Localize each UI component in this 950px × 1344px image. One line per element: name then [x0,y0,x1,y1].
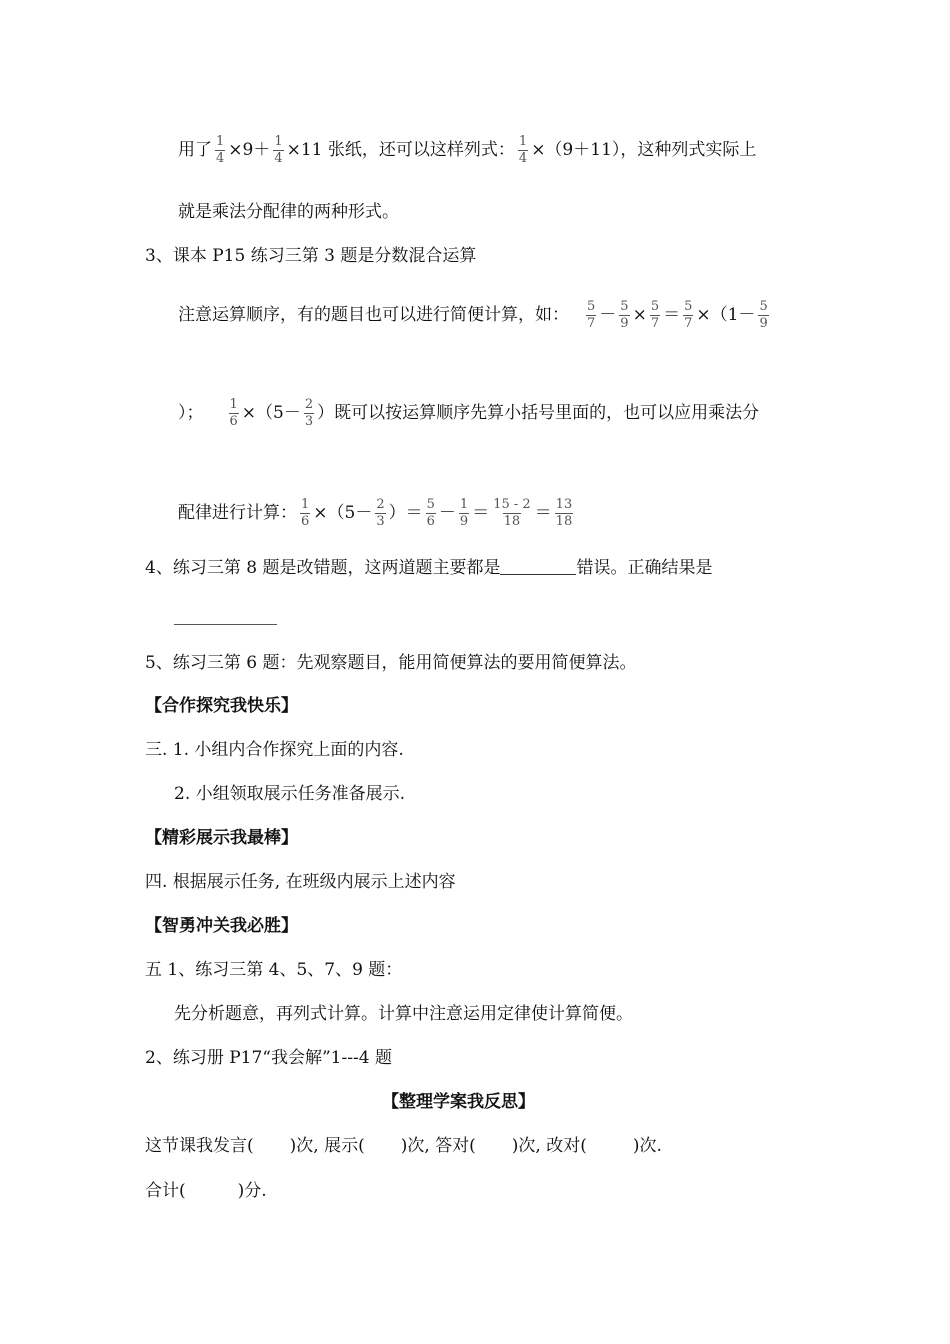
section-heading-cooperate: 【合作探究我快乐】 [145,696,298,716]
fraction: $\frac{1}{6}$ [301,497,310,529]
fraction: $\frac{5}{9}$ [620,299,629,331]
fraction: $\frac{2}{3}$ [376,497,385,529]
paragraph-distributive-note: 就是乘法分配律的两种形式。 [178,202,399,222]
fraction: $\frac{5}{6}$ [426,497,435,529]
fraction: $\frac{5}{7}$ [684,299,693,331]
item-5: 5、练习三第 6 题：先观察题目，能用简便算法的要用简便算法。 [145,653,637,673]
section-heading-challenge: 【智勇冲关我必胜】 [145,916,298,936]
total-score-line: 合计( )分. [145,1181,267,1201]
fraction: $\frac{2}{3}$ [304,397,314,429]
reflection-line: 这节课我发言( )次, 展示( )次, 答对( )次, 改对( )次. [145,1136,662,1156]
section-5-item-2: 2、练习册 P17“我会解”1---4 题 [145,1048,392,1068]
fraction: $\frac{5}{7}$ [650,299,660,331]
fraction: $\frac{1}{4}$ [216,134,225,166]
paragraph-example-2: ）； $\frac{1}{6}$ ×（5－ $\frac{2}{3}$ ）既可以按运算顺序先算小括号里面的，也可以应用乘法分 [178,397,760,429]
paragraph-calculation: 配律进行计算： $\frac{1}{6}$ ×（5－ $\frac{2}{3}$ ）＝ $\frac{5}{6}$ － $\frac{1}{9}$ ＝ $\frac{15 - 2}{18}$ ＝ $\frac{13}{18}$ [178,497,573,529]
paragraph-distributive-example [178,135,756,166]
item-3: 3、课本 P15 练习三第 3 题是分数混合运算 [145,246,477,266]
answer-blank[interactable] [500,558,576,575]
section-heading-show: 【精彩展示我最棒】 [145,828,298,848]
fraction: $\frac{15 - 2}{18}$ [493,497,531,529]
fraction: $\frac{1}{6}$ [229,397,238,429]
text: ×11 张纸，还可以这样列式： [286,140,515,160]
answer-blank[interactable] [174,624,277,625]
text: 用了 [178,140,212,160]
fraction: $\frac{5}{9}$ [759,299,768,331]
fraction: $\frac{1}{4}$ [518,134,528,166]
item-4: 4、练习三第 8 题是改错题，这两道题主要都是 错误。正确结果是 [145,558,713,578]
text: ×（9＋11），这种列式实际上 [531,140,757,160]
text: 注意运算顺序，有的题目也可以进行简便计算，如： [178,305,569,325]
section-3-item-1: 三. 1. 小组内合作探究上面的内容. [145,740,404,760]
section-4: 四. 根据展示任务, 在班级内展示上述内容 [145,872,456,892]
section-heading-reflect: 【整理学案我反思】 [382,1092,535,1112]
fraction: $\frac{13}{18}$ [555,497,573,529]
section-3-item-2: 2. 小组领取展示任务准备展示. [174,784,406,804]
paragraph-order-note: 注意运算顺序，有的题目也可以进行简便计算，如： $\frac{5}{7}$ － $\frac{5}{9}$ × $\frac{5}{7}$ ＝ $\frac{5}{7}$ ×（1－ $\frac{5}{9}$ [178,299,768,331]
fraction: $\frac{1}{9}$ [459,497,469,529]
section-5-item-1-note: 先分析题意，再列式计算。计算中注意运用定律使计算简便。 [174,1004,633,1024]
fraction: $\frac{5}{7}$ [587,299,596,331]
fraction: $\frac{1}{4}$ [274,134,283,166]
text: ×9＋ [228,140,271,160]
section-5-item-1: 五 1、练习三第 4、5、7、9 题： [145,960,403,980]
